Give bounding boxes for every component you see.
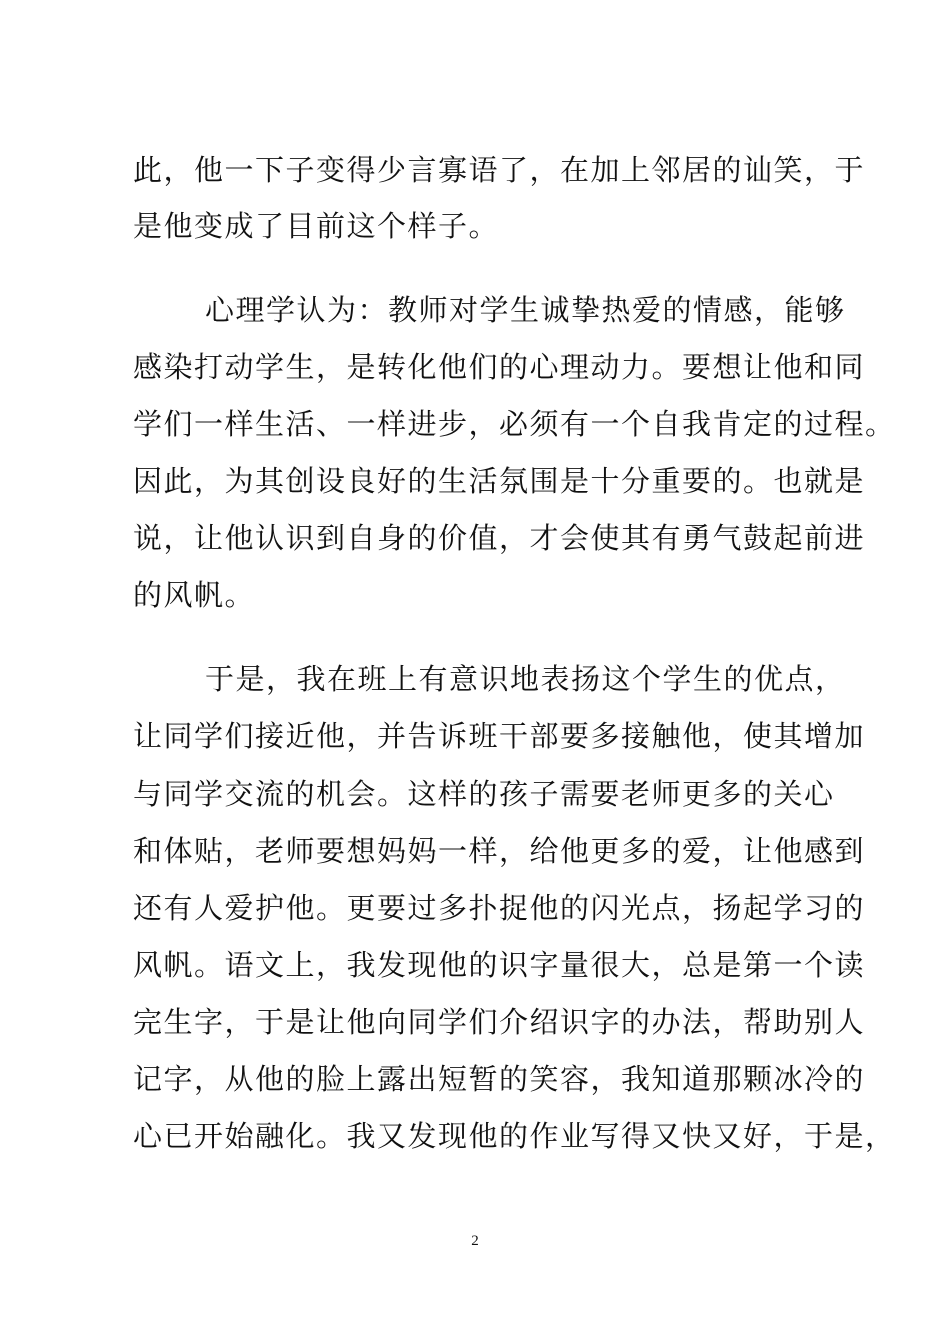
text-line: 让同学们接近他，并告诉班干部要多接触他，使其增加 — [133, 719, 866, 753]
text-line: 心已开始融化。我又发现他的作业写得又快又好，于是， — [133, 1119, 896, 1153]
text-line: 学们一样生活、一样进步，必须有一个自我肯定的过程。 — [133, 407, 896, 441]
text-line: 还有人爱护他。更要过多扑捉他的闪光点，扬起学习的 — [133, 891, 866, 925]
text-line: 此，他一下子变得少言寡语了，在加上邻居的讪笑，于 — [133, 153, 866, 187]
page-number: 2 — [471, 1233, 479, 1249]
text-line: 的风帆。 — [133, 578, 256, 612]
text-line: 与同学交流的机会。这样的孩子需要老师更多的关心 — [133, 777, 835, 811]
text-line: 是他变成了目前这个样子。 — [133, 209, 500, 243]
text-line: 记字，从他的脸上露出短暂的笑容，我知道那颗冰冷的 — [133, 1062, 866, 1096]
text-line: 说，让他认识到自身的价值，才会使其有勇气鼓起前进 — [133, 521, 866, 555]
paragraph-first-line: 于是，我在班上有意识地表扬这个学生的优点， — [205, 662, 846, 696]
text-line: 感染打动学生，是转化他们的心理动力。要想让他和同 — [133, 350, 866, 384]
text-line: 和体贴，老师要想妈妈一样，给他更多的爱，让他感到 — [133, 834, 866, 868]
paragraph-first-line: 心理学认为：教师对学生诚挚热爱的情感，能够 — [205, 293, 846, 327]
text-line: 因此，为其创设良好的生活氛围是十分重要的。也就是 — [133, 464, 866, 498]
text-line: 风帆。语文上，我发现他的识字量很大，总是第一个读 — [133, 948, 866, 982]
text-line: 完生字，于是让他向同学们介绍识字的办法，帮助别人 — [133, 1005, 866, 1039]
